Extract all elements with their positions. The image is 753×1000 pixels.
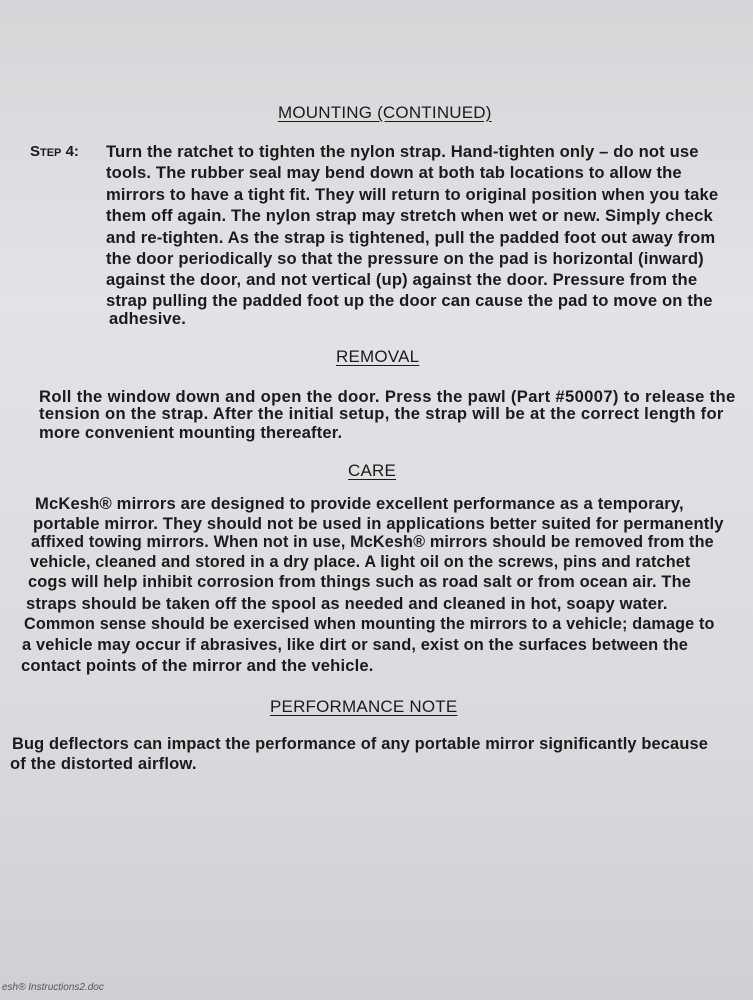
step-4-label: Step 4:	[30, 143, 79, 160]
step-4-line: mirrors to have a tight fit. They will return to original position when you take	[106, 185, 719, 204]
step-4-line: against the door, and not vertical (up) against the door. Pressure from the	[106, 270, 698, 289]
heading-removal: REMOVAL	[336, 347, 420, 366]
care-line: vehicle, cleaned and stored in a dry place. A light oil on the screws, pins and ratchet	[30, 553, 691, 571]
care-line: Common sense should be exercised when mounting the mirrors to a vehicle; damage to	[24, 615, 715, 633]
care-line: straps should be taken off the spool as needed and cleaned in hot, soapy water.	[26, 594, 668, 613]
step-4-line: adhesive.	[109, 309, 186, 328]
heading-care: CARE	[348, 461, 397, 480]
step-4-line: them off again. The nylon strap may stretch when wet or new. Simply check	[106, 206, 713, 225]
step-4-line: Turn the ratchet to tighten the nylon strap. Hand-tighten only – do not use	[106, 142, 699, 161]
step-4-line: tools. The rubber seal may bend down at both tab locations to allow the	[106, 163, 682, 182]
care-line: McKesh® mirrors are designed to provide excellent performance as a temporary,	[35, 494, 684, 513]
care-line: affixed towing mirrors. When not in use, McKesh® mirrors should be removed from the	[31, 533, 714, 551]
care-line: a vehicle may occur if abrasives, like dirt or sand, exist on the surfaces between the	[22, 636, 689, 654]
performance-line: of the distorted airflow.	[10, 754, 197, 773]
care-line: contact points of the mirror and the vehicle.	[21, 656, 374, 675]
heading-mounting-continued: MOUNTING (CONTINUED)	[278, 103, 492, 122]
step-4-line: and re-tighten. As the strap is tightened, pull the padded foot out away from	[106, 228, 716, 247]
file-name-footer: esh® Instructions2.doc	[2, 982, 104, 993]
removal-line: more convenient mounting thereafter.	[39, 423, 343, 442]
removal-line: Roll the window down and open the door. Press the pawl (Part #50007) to release the	[39, 387, 736, 406]
care-line: cogs will help inhibit corrosion from things such as road salt or from ocean air. The	[28, 573, 692, 591]
care-line: portable mirror. They should not be used in applications better suited for permanently	[33, 514, 724, 533]
removal-line: tension on the strap. After the initial setup, the strap will be at the correct length for	[39, 404, 724, 423]
heading-performance-note: PERFORMANCE NOTE	[270, 697, 458, 716]
step-4-line: the door periodically so that the pressure on the pad is horizontal (inward)	[106, 249, 704, 268]
performance-line: Bug deflectors can impact the performance of any portable mirror significantly because	[12, 735, 709, 753]
step-4-line: strap pulling the padded foot up the door can cause the pad to move on the	[106, 291, 713, 310]
